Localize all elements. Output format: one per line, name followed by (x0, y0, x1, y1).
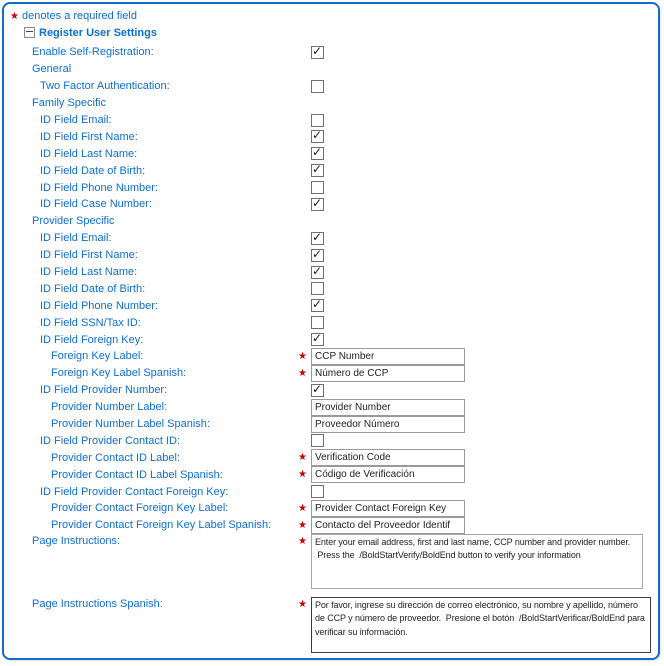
form-row (0, 314, 656, 331)
form-row (0, 517, 656, 534)
field-control (294, 128, 324, 145)
field-label: ID Field Provider Number: (40, 384, 168, 397)
checkbox-provider-specific-id-field-foreign-key[interactable] (311, 333, 324, 346)
field-control (294, 196, 324, 213)
field-control (294, 449, 465, 466)
form-row (0, 331, 656, 348)
required-note-text: denotes a required field (22, 10, 137, 22)
input-provider-contact-id-label[interactable] (311, 449, 465, 466)
form-row (0, 247, 656, 264)
form-row (0, 44, 656, 61)
field-label: Provider Contact ID Label: (51, 451, 181, 464)
checkbox-provider-specific-id-field-ssn-tax-id[interactable] (311, 316, 324, 329)
checkbox-family-specific-id-field-last-name[interactable] (311, 147, 324, 160)
input-provider-contact-foreign-key-label-spanish[interactable] (311, 517, 465, 534)
collapse-minus-icon[interactable] (24, 27, 35, 38)
form-row (0, 179, 656, 196)
tree-header-label: Register User Settings (39, 26, 157, 39)
required-icon: ★ (298, 469, 307, 481)
input-provider-contact-foreign-key-label[interactable] (311, 500, 465, 517)
field-control (294, 247, 324, 264)
textarea-page-instructions[interactable] (311, 534, 643, 589)
field-control (294, 517, 465, 534)
field-label: Foreign Key Label: (51, 350, 144, 363)
required-field-note (0, 8, 656, 24)
field-label: ID Field SSN/Tax ID: (40, 316, 141, 329)
field-control (294, 500, 465, 517)
form-row (0, 449, 656, 466)
checkbox-provider-specific-id-field-provider-contact-foreign-key[interactable] (311, 485, 324, 498)
input-provider-number-label-spanish[interactable] (311, 416, 465, 433)
field-control (294, 534, 643, 589)
field-label: ID Field Email: (40, 114, 112, 126)
textarea-page-instructions-spanish[interactable] (311, 597, 651, 653)
checkbox-provider-specific-id-field-first-name[interactable] (311, 249, 324, 262)
field-label: ID Field Email: (40, 232, 112, 245)
input-provider-number-label[interactable] (311, 399, 465, 416)
settings-form (0, 44, 656, 660)
field-control (294, 314, 324, 331)
field-control (294, 230, 324, 247)
input-foreign-key-label-spanish[interactable] (311, 365, 465, 382)
checkbox-family-specific-id-field-case-number[interactable] (311, 198, 324, 211)
field-label: Two Factor Authentication: (40, 80, 170, 93)
required-icon: ★ (298, 367, 307, 379)
checkbox-family-specific-id-field-date-of-birth[interactable] (311, 164, 324, 177)
field-label: Provider Contact Foreign Key Label Spanish: (51, 519, 272, 532)
form-row (0, 466, 656, 483)
form-row (0, 112, 656, 129)
section-header (0, 95, 656, 112)
field-label: ID Field Provider Contact Foreign Key: (40, 485, 229, 498)
field-control (294, 280, 324, 297)
section-header (0, 61, 656, 78)
form-row (0, 432, 656, 449)
field-control (294, 382, 324, 399)
form-row (0, 500, 656, 517)
checkbox-provider-specific-id-field-last-name[interactable] (311, 266, 324, 279)
form-row (0, 145, 656, 162)
checkbox-provider-specific-id-field-phone-number[interactable] (311, 299, 324, 312)
section-header (0, 213, 656, 230)
field-label: Foreign Key Label Spanish: (51, 367, 187, 380)
form-row (0, 416, 656, 433)
checkbox-two-factor-authentication[interactable] (311, 80, 324, 93)
form-row (0, 365, 656, 382)
checkbox-family-specific-id-field-email[interactable] (311, 114, 324, 127)
field-label: ID Field Last Name: (40, 266, 138, 279)
form-row (0, 162, 656, 179)
checkbox-enable-self-registration[interactable] (311, 46, 324, 59)
field-label: Provider Number Label Spanish: (51, 418, 210, 431)
input-foreign-key-label[interactable] (311, 348, 465, 365)
form-row (0, 534, 656, 597)
field-label: ID Field Date of Birth: (40, 164, 146, 177)
required-icon: ★ (298, 519, 307, 531)
form-row (0, 230, 656, 247)
field-label: ID Field Provider Contact ID: (40, 434, 180, 447)
form-row (0, 382, 656, 399)
field-control (294, 44, 324, 61)
field-control (294, 78, 324, 95)
form-row (0, 483, 656, 500)
checkbox-family-specific-id-field-first-name[interactable] (311, 130, 324, 143)
field-control (294, 597, 651, 653)
field-control (294, 432, 324, 449)
checkbox-provider-specific-id-field-provider-number[interactable] (311, 384, 324, 397)
form-row (0, 78, 656, 95)
field-label: Page Instructions: (32, 534, 121, 547)
field-label: ID Field Phone Number: (40, 181, 158, 194)
field-label: ID Field Last Name: (40, 147, 138, 160)
form-row (0, 264, 656, 281)
field-label: ID Field Case Number: (40, 198, 152, 211)
field-label: ID Field First Name: (40, 249, 138, 262)
field-label: Enable Self-Registration: (32, 46, 154, 59)
required-icon: ★ (10, 10, 19, 22)
field-label: Provider Contact ID Label Spanish: (51, 468, 223, 481)
form-row (0, 196, 656, 213)
required-icon: ★ (298, 350, 307, 362)
register-user-settings-page (0, 8, 656, 660)
form-row (0, 399, 656, 416)
checkbox-provider-specific-id-field-date-of-birth[interactable] (311, 282, 324, 295)
field-control (294, 416, 465, 433)
field-control (294, 348, 465, 365)
input-provider-contact-id-label-spanish[interactable] (311, 466, 465, 483)
form-row (0, 297, 656, 314)
checkbox-family-specific-id-field-phone-number[interactable] (311, 181, 324, 194)
field-label: ID Field Phone Number: (40, 299, 158, 312)
field-control (294, 483, 324, 500)
section-label: Provider Specific (32, 215, 115, 228)
field-control (294, 466, 465, 483)
form-row (0, 128, 656, 145)
field-control (294, 297, 324, 314)
field-control (294, 264, 324, 281)
field-control (294, 145, 324, 162)
section-label: General (32, 63, 72, 76)
checkbox-provider-specific-id-field-provider-contact-id[interactable] (311, 434, 324, 447)
field-control (294, 365, 465, 382)
field-control (294, 399, 465, 416)
field-label: Provider Number Label: (51, 401, 168, 414)
field-control (294, 162, 324, 179)
required-icon: ★ (298, 598, 307, 610)
form-row (0, 597, 656, 660)
field-control (294, 112, 324, 129)
field-control (294, 179, 324, 196)
field-control (294, 331, 324, 348)
tree-header (0, 24, 656, 41)
checkbox-provider-specific-id-field-email[interactable] (311, 232, 324, 245)
field-label: ID Field Foreign Key: (40, 333, 144, 346)
field-label: Page Instructions Spanish: (32, 597, 163, 610)
form-row (0, 348, 656, 365)
required-icon: ★ (298, 502, 307, 514)
required-icon: ★ (298, 452, 307, 464)
section-label: Family Specific (32, 97, 106, 110)
required-icon: ★ (298, 535, 307, 547)
field-label: Provider Contact Foreign Key Label: (51, 502, 229, 515)
field-label: ID Field First Name: (40, 130, 138, 143)
form-row (0, 280, 656, 297)
field-label: ID Field Date of Birth: (40, 282, 146, 295)
